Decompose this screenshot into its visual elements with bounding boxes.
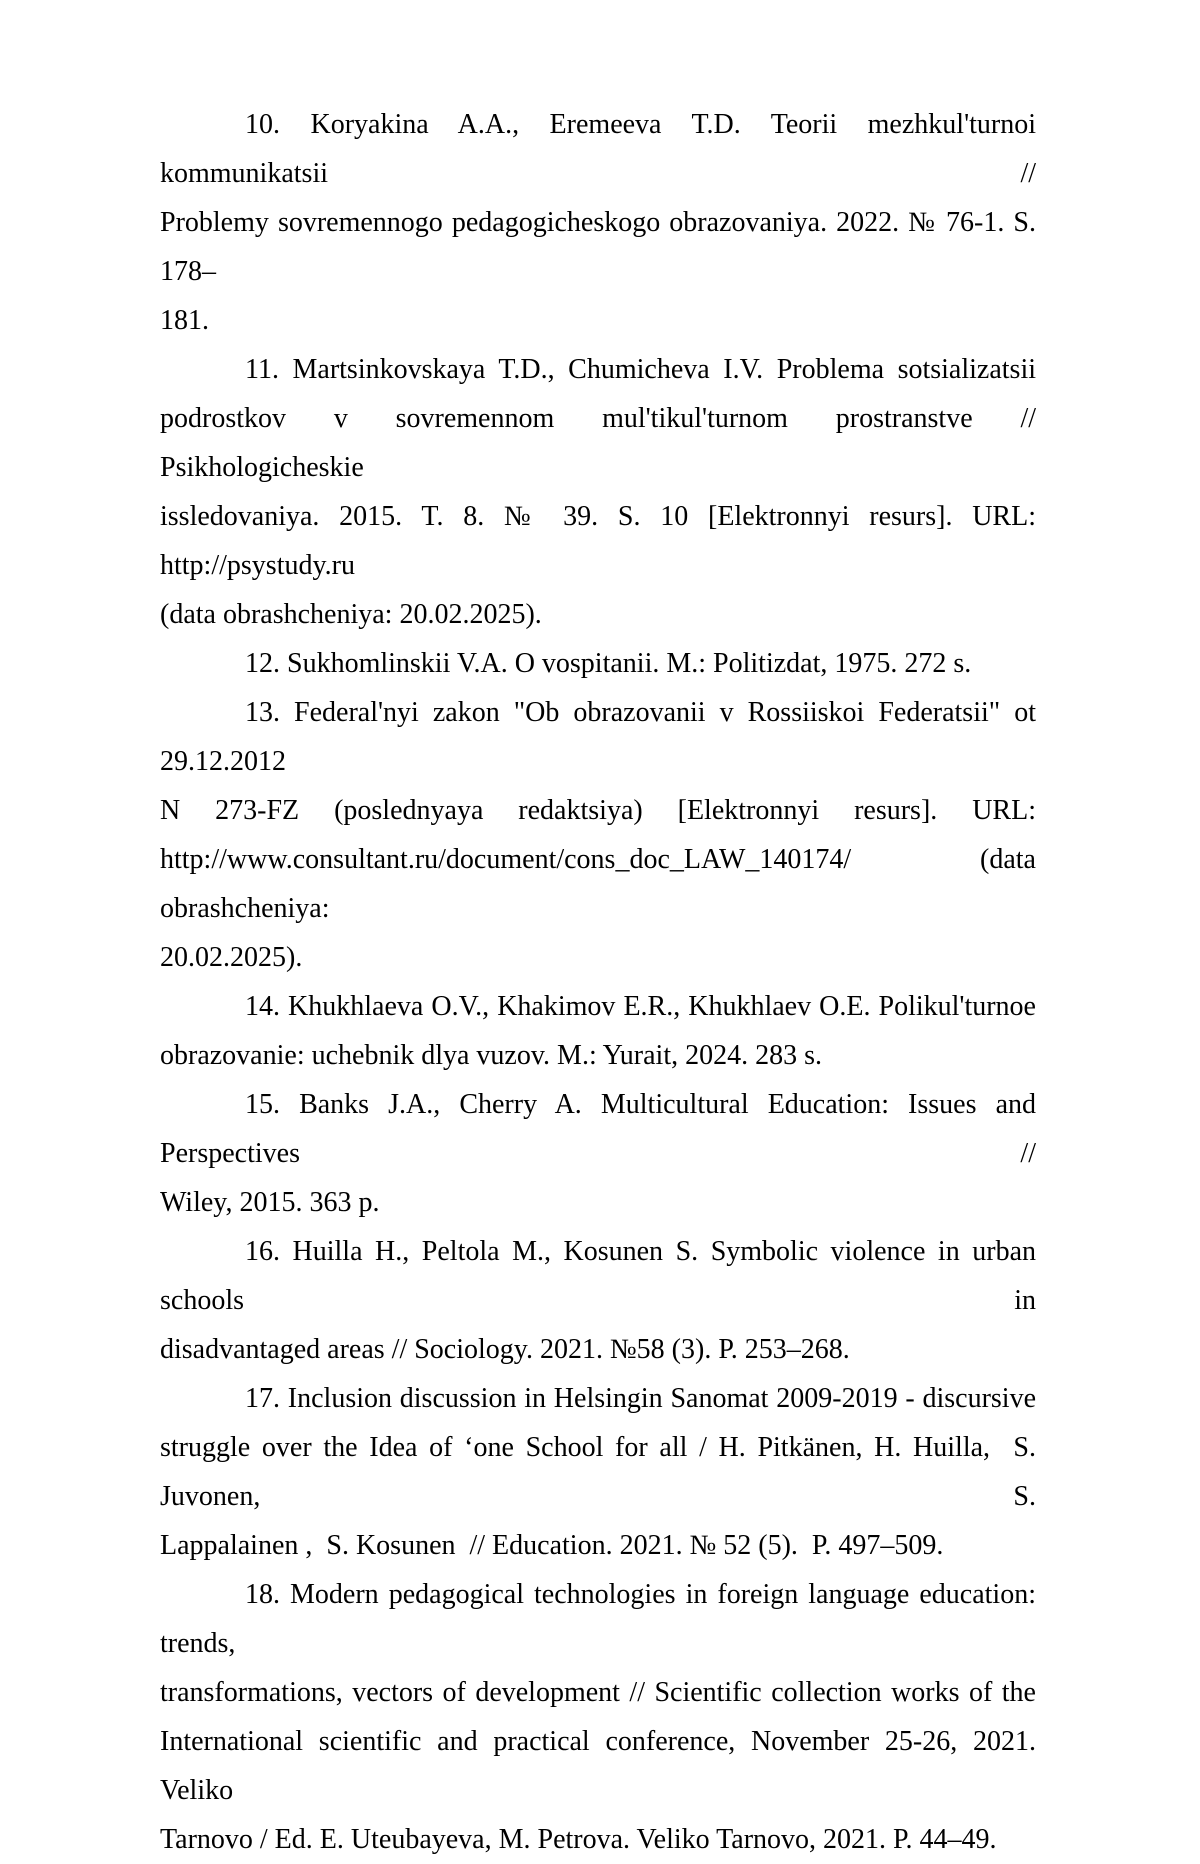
reference-item	[160, 100, 1036, 345]
reference-line: 18. Modern pedagogical technologies in foreign language education: trends,	[160, 1579, 1036, 1659]
reference-item	[160, 1374, 1036, 1570]
reference-line: 13. Federal'nyi zakon "Ob obrazovanii v Rossiiskoi Federatsii" ot 29.12.2012	[160, 697, 1036, 777]
reference-line: Problemy sovremennogo pedagogicheskogo obrazovaniya. 2022. № 76-1. S. 178–	[160, 207, 1036, 287]
reference-line: obrazovanie: uchebnik dlya vuzov. M.: Yurait, 2024. 283 s.	[160, 1040, 823, 1071]
reference-line: Tarnovo / Ed. E. Uteubayeva, M. Petrova. Veliko Tarnovo, 2021. P. 44–49.	[160, 1824, 997, 1855]
reference-item	[160, 1227, 1036, 1374]
reference-item	[160, 345, 1036, 639]
reference-line: Wiley, 2015. 363 p.	[160, 1187, 380, 1218]
reference-item	[160, 1080, 1036, 1227]
reference-line: International scientific and practical conference, November 25-26, 2021. Veliko	[160, 1726, 1036, 1806]
reference-item	[160, 639, 1036, 688]
reference-line: issledovaniya. 2015. T. 8. № 39. S. 10 [Elektronnyi resurs]. URL: http://psystudy.ru	[160, 501, 1036, 581]
reference-line: 16. Huilla H., Peltola M., Kosunen S. Symbolic violence in urban schools in	[160, 1236, 1036, 1316]
reference-item	[160, 982, 1036, 1080]
reference-line: 14. Khukhlaeva O.V., Khakimov E.R., Khukhlaev O.E. Polikul'turnoe	[245, 991, 1036, 1022]
reference-line: 10. Koryakina A.A., Eremeeva T.D. Teorii mezhkul'turnoi kommunikatsii //	[160, 109, 1036, 189]
reference-line: disadvantaged areas // Sociology. 2021. №58 (3). P. 253–268.	[160, 1334, 850, 1365]
reference-line: podrostkov v sovremennom mul'tikul'turnom prostranstve // Psikhologicheskie	[160, 403, 1036, 483]
reference-line: 12. Sukhomlinskii V.A. O vospitanii. M.: Politizdat, 1975. 272 s.	[245, 648, 972, 679]
reference-line: 20.02.2025).	[160, 942, 303, 973]
references-list	[160, 100, 1036, 1864]
reference-line: http://www.consultant.ru/document/cons_doc_LAW_140174/ (data obrashcheniya:	[160, 844, 1036, 924]
reference-line: 11. Martsinkovskaya T.D., Chumicheva I.V. Problema sotsializatsii	[245, 354, 1036, 385]
reference-line: N 273-FZ (poslednyaya redaktsiya) [Elektronnyi resurs]. URL:	[160, 795, 1036, 826]
reference-item	[160, 688, 1036, 982]
reference-line: Lappalainen , S. Kosunen // Education. 2021. № 52 (5). P. 497–509.	[160, 1530, 944, 1561]
reference-line: transformations, vectors of development // Scientific collection works of the	[160, 1677, 1036, 1708]
reference-line: 181.	[160, 305, 209, 336]
reference-line: 17. Inclusion discussion in Helsingin Sanomat 2009-2019 - discursive	[245, 1383, 1036, 1414]
reference-line: 15. Banks J.A., Cherry A. Multicultural Education: Issues and Perspectives //	[160, 1089, 1036, 1169]
reference-item	[160, 1570, 1036, 1864]
reference-line: (data obrashcheniya: 20.02.2025).	[160, 599, 542, 630]
reference-line: struggle over the Idea of ‘one School for all / H. Pitkänen, H. Huilla, S. Juvonen, S.	[160, 1432, 1036, 1512]
